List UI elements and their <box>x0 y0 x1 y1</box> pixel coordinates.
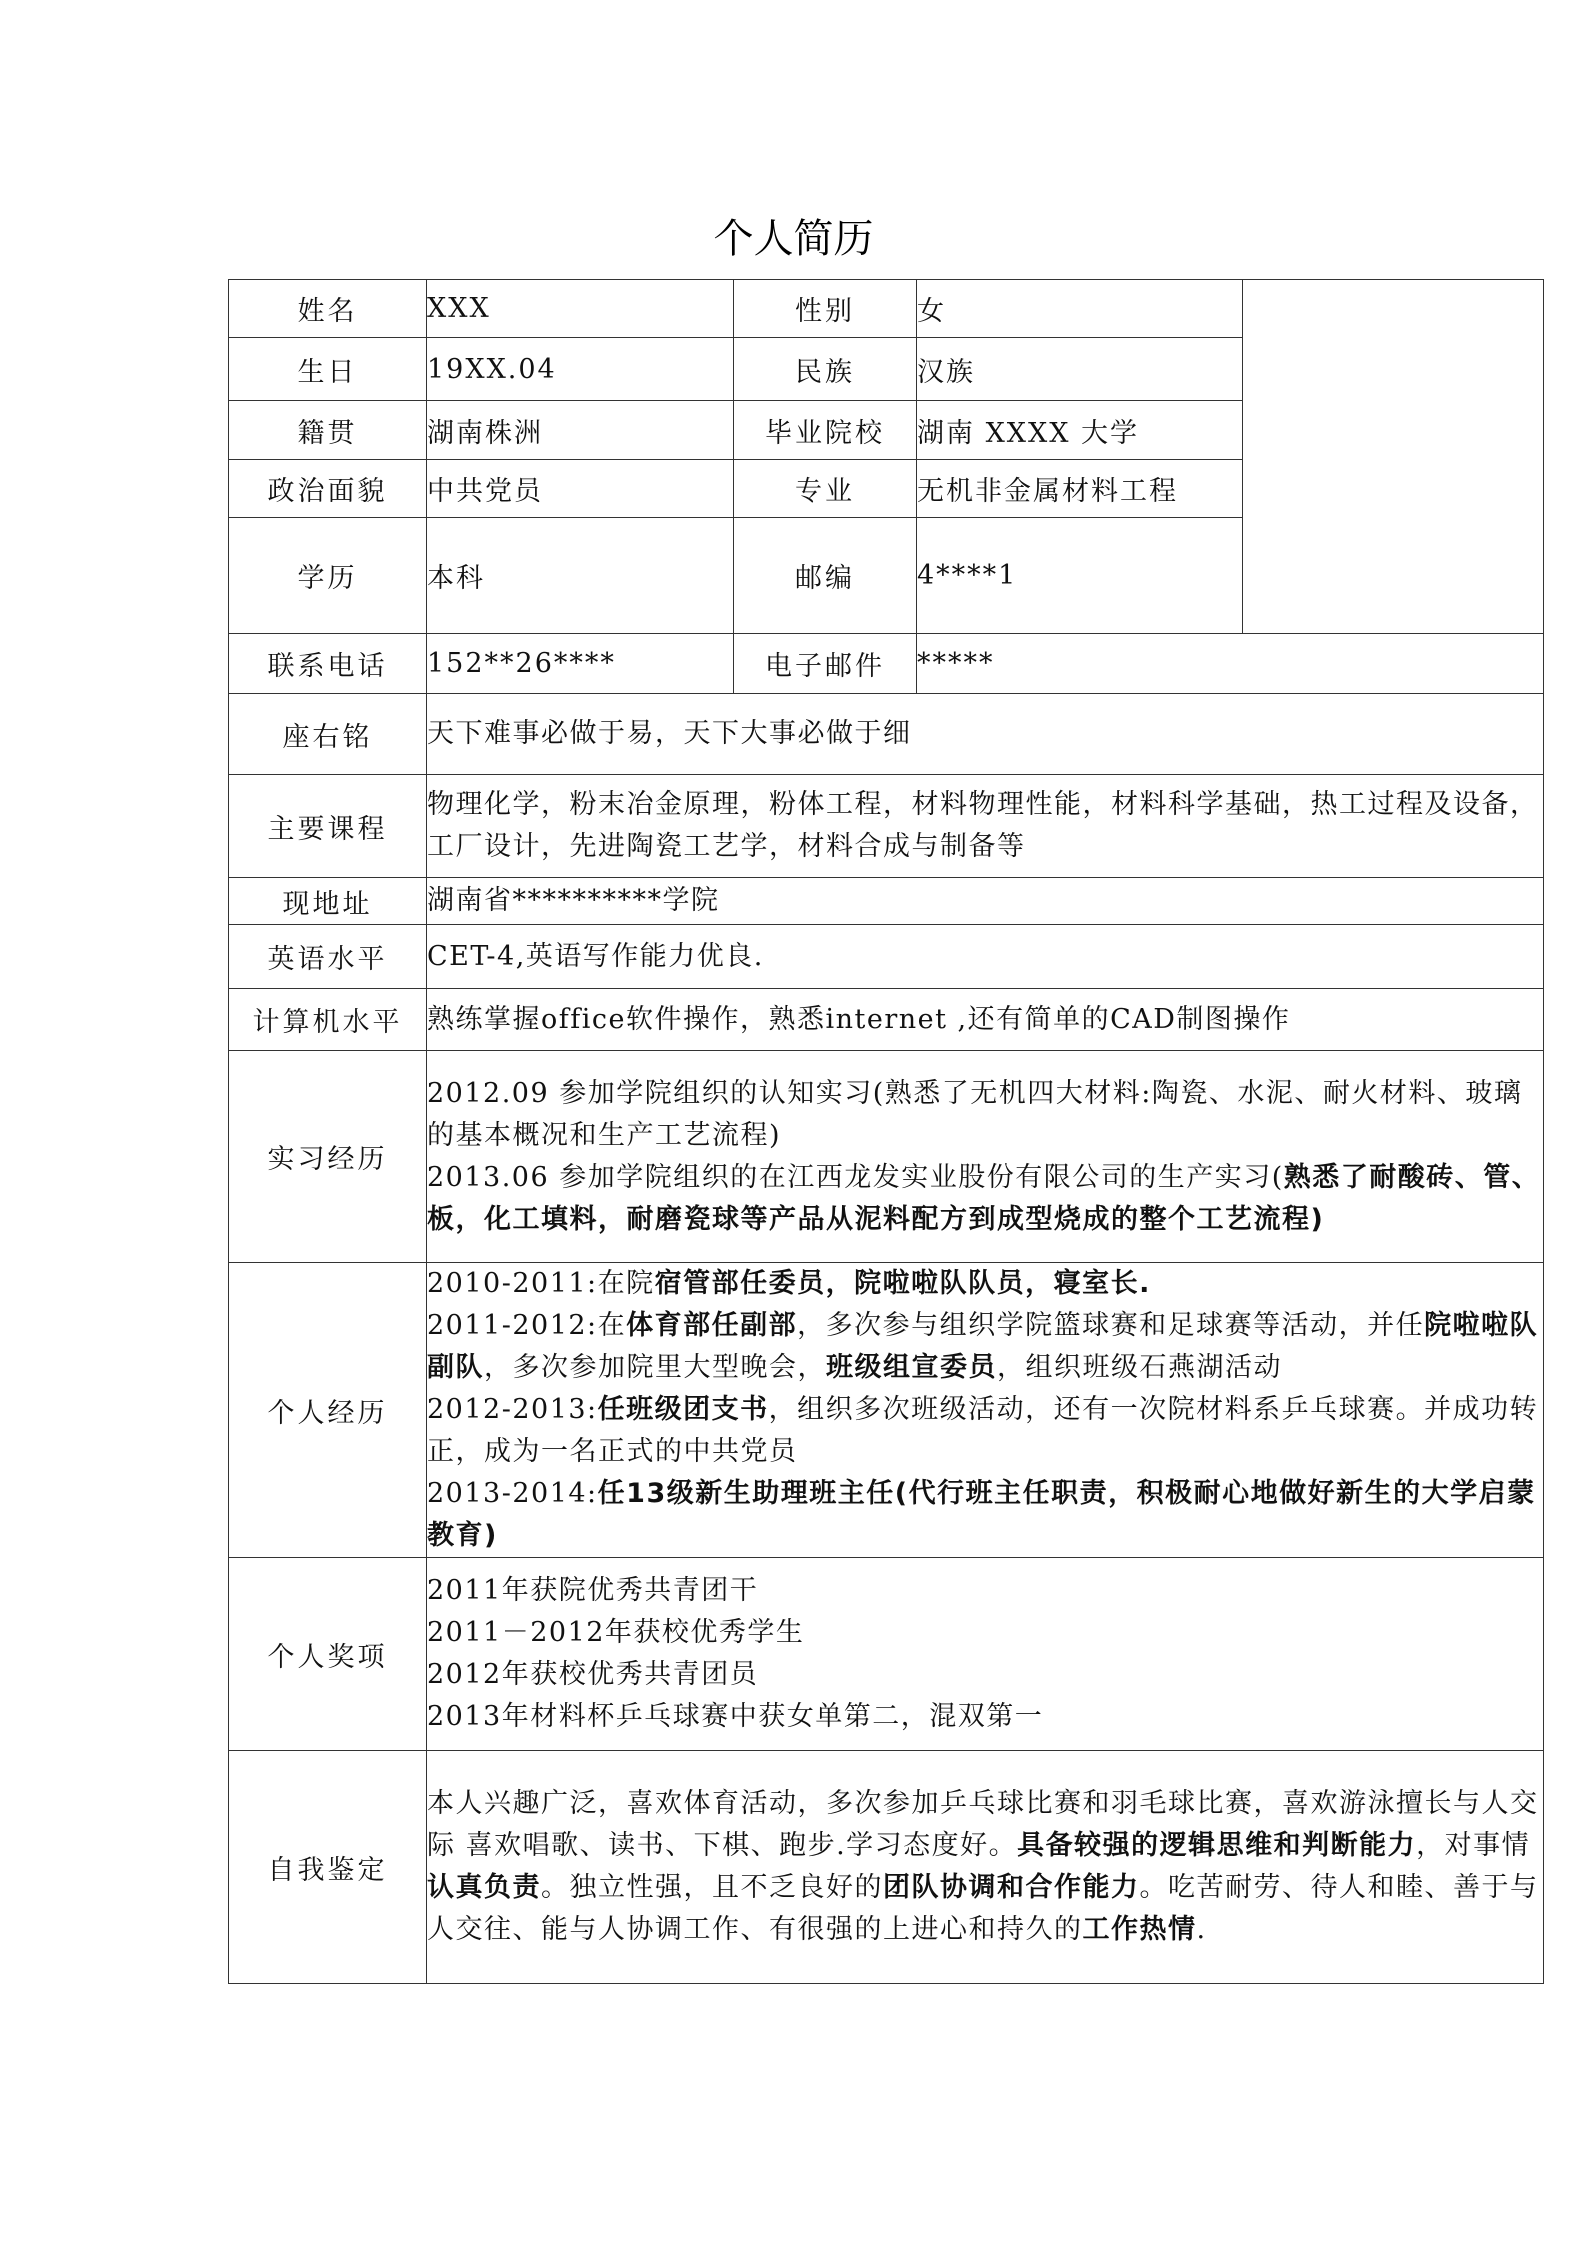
row-contact <box>229 634 1544 694</box>
ethnic-label: 民族 <box>734 338 917 401</box>
page-title: 个人简历 <box>713 216 874 262</box>
row-address <box>229 878 1544 925</box>
major-label: 专业 <box>734 460 917 518</box>
origin-value: 湖南株洲 <box>427 401 734 460</box>
motto-value: 天下难事必做于易，天下大事必做于细 <box>427 694 1544 775</box>
row-internship <box>229 1051 1544 1263</box>
political-label: 政治面貌 <box>229 460 427 518</box>
address-value: 湖南省**********学院 <box>427 878 1544 925</box>
school-label: 毕业院校 <box>734 401 917 460</box>
row-computer <box>229 989 1544 1051</box>
internship-label: 实习经历 <box>229 1051 427 1263</box>
phone-value: 152**26**** <box>427 634 734 694</box>
row-self-assessment <box>229 1751 1544 1984</box>
english-value: CET-4,英语写作能力优良. <box>427 925 1544 989</box>
courses-value: 物理化学，粉末冶金原理，粉体工程，材料物理性能，材料科学基础，热工过程及设备，工厂设计，先进陶瓷工艺学，材料合成与制备等 <box>427 775 1544 878</box>
internship-value <box>427 1051 1544 1263</box>
courses-label: 主要课程 <box>229 775 427 878</box>
computer-label: 计算机水平 <box>229 989 427 1051</box>
row-motto <box>229 694 1544 775</box>
resume-table <box>228 279 1544 1984</box>
birth-label: 生日 <box>229 338 427 401</box>
email-label: 电子邮件 <box>734 634 917 694</box>
experience-item-4: 2013-2014:任13级新生助理班主任(代行班主任职责，积极耐心地做好新生的大学启蒙教育) <box>427 1478 1536 1551</box>
awards-value <box>427 1558 1544 1751</box>
name-label: 姓名 <box>229 280 427 338</box>
experience-item-1: 2010-2011:在院宿管部任委员，院啦啦队队员，寝室长. <box>427 1268 1151 1299</box>
award-item-3: 2012年获校优秀共青团员 <box>427 1659 759 1690</box>
ethnic-value: 汉族 <box>917 338 1243 401</box>
award-item-4: 2013年材料杯乒乓球赛中获女单第二，混双第一 <box>427 1701 1044 1732</box>
edu-label: 学历 <box>229 518 427 634</box>
edu-value: 本科 <box>427 518 734 634</box>
address-label: 现地址 <box>229 878 427 925</box>
birth-value: 19XX.04 <box>427 338 734 401</box>
experience-label: 个人经历 <box>229 1263 427 1558</box>
email-value: ***** <box>917 634 1544 694</box>
internship-item-2: 2013.06 参加学院组织的在江西龙发实业股份有限公司的生产实习(熟悉了耐酸砖、管、板，化工填料，耐磨瓷球等产品从泥料配方到成型烧成的整个工艺流程) <box>427 1161 1541 1235</box>
name-value: XXX <box>427 280 734 338</box>
row-courses <box>229 775 1544 878</box>
row-experience <box>229 1263 1544 1558</box>
origin-label: 籍贯 <box>229 401 427 460</box>
gender-label: 性别 <box>734 280 917 338</box>
self-label: 自我鉴定 <box>229 1751 427 1984</box>
gender-value: 女 <box>917 280 1243 338</box>
postcode-value: 4****1 <box>917 518 1243 634</box>
award-item-2: 2011－2012年获校优秀学生 <box>427 1617 805 1648</box>
experience-item-3: 2012-2013:任班级团支书，组织多次班级活动，还有一次院材料系乒乓球赛。并成功转正，成为一名正式的中共党员 <box>427 1394 1539 1467</box>
computer-value: 熟练掌握office软件操作，熟悉internet ,还有简单的CAD制图操作 <box>427 989 1544 1051</box>
political-value: 中共党员 <box>427 460 734 518</box>
experience-item-2: 2011-2012:在体育部任副部，多次参与组织学院篮球赛和足球赛等活动，并任院啦啦队副队，多次参加院里大型晚会，班级组宣委员，组织班级石燕湖活动 <box>427 1310 1539 1383</box>
row-name <box>229 280 1544 338</box>
english-label: 英语水平 <box>229 925 427 989</box>
phone-label: 联系电话 <box>229 634 427 694</box>
experience-value <box>427 1263 1544 1558</box>
row-english <box>229 925 1544 989</box>
major-value: 无机非金属材料工程 <box>917 460 1243 518</box>
self-value: 本人兴趣广泛，喜欢体育活动，多次参加乒乓球比赛和羽毛球比赛，喜欢游泳擅长与人交际 喜欢唱歌、读书、下棋、跑步.学习态度好。具备较强的逻辑思维和判断能力，对事情认真负责。独立性强，且不乏良好的团队协调和合作能力。吃苦耐劳、待人和睦、善于与人交往、能与人协调工作、有很强的上进心和持久的工作热情. <box>427 1751 1544 1984</box>
award-item-1: 2011年获院优秀共青团干 <box>427 1575 759 1606</box>
internship-item-1: 2012.09 参加学院组织的认知实习(熟悉了无机四大材料:陶瓷、水泥、耐火材料、玻璃的基本概况和生产工艺流程) <box>427 1077 1523 1151</box>
awards-label: 个人奖项 <box>229 1558 427 1751</box>
photo-area <box>1243 280 1544 634</box>
row-awards <box>229 1558 1544 1751</box>
postcode-label: 邮编 <box>734 518 917 634</box>
school-value: 湖南 XXXX 大学 <box>917 401 1243 460</box>
motto-label: 座右铭 <box>229 694 427 775</box>
